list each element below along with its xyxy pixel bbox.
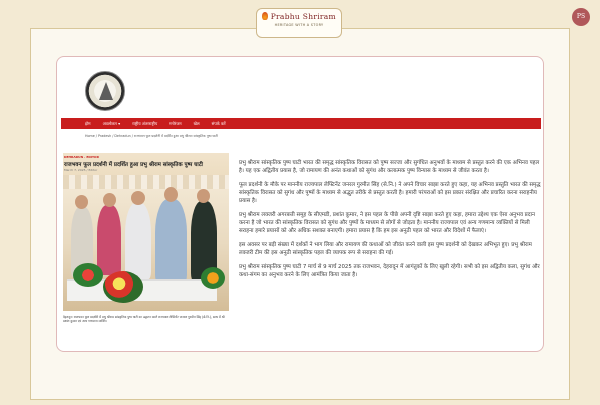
category-label: DEHRADUN · EDITOR [64,155,99,159]
breadcrumb[interactable]: Home / Pradesh / Dehradun / राजभवन फूल प्रदर्शनी में प्रदर्शित हुआ प्रभु श्रीराम सांस्कृतिक पुष्प घाटी [85,134,218,138]
nav-item-contact[interactable]: संपर्क करें [211,120,226,126]
article-paragraph: इस अवसर पर बड़ी संख्या में दर्शकों ने भाग लिया और रामायण की कथाओं को जीवंत करने वाली इस पुष्प प्रदर्शनी को देखकर अभिभूत हुए। प्रभु श्रीराम लक्जरी टीम की इस अनूठी सांस्कृतिक पहल की व्यापक रूप से सराहना की गई। [239,241,532,256]
brand-logo[interactable] [256,8,342,38]
main-nav [61,118,541,129]
nav-item-national[interactable]: राष्ट्रीय अंतरराष्ट्रीय [132,120,158,126]
article-paragraph: प्रभु श्रीराम सांस्कृतिक पुष्प घाटी 7 मार्च से 9 मार्च 2025 तक राजभवन, देहरादून में आगंतुकों के लिए खुली रहेगी। सभी को इस अद्वितीय कला, सुगंध और कथा-संगम का अनुभव करने के लिए आमंत्रित किया जाता है। [239,263,540,278]
photo-caption: देहरादून: राजभवन फूल प्रदर्शनी में प्रभु श्रीराम सांस्कृतिक पुष्प घाटी का उद्घाटन करते राज्यपाल लेफ्टिनेंट जनरल गुरमीत सिंह (से.नि.), साथ में श्री प्रशांत कुमार एवं अन्य गणमान्य व्यक्ति। [63,315,225,324]
article-body [239,159,541,284]
flame-icon [262,12,268,20]
article-paragraph: प्रभु श्रीराम लक्जरी अगरबत्ती समूह के सीएमडी, प्रशांत कुमार, ने इस पहल के पीछे अपनी दृष्टि साझा करते हुए कहा, हमारा उद्देश्य एक ऐसा अनुभव प्रदान करना है जो भारत की सांस्कृतिक विरासत को सुगंध और पुष्पों के माध्यम से लोगों से जोड़ता है। माननीय राज्यपाल एवं अन्य गणमान्य व्यक्तियों से मिली सराहना हमारे प्रयासों को और अधिक सशक्त बनाएगी। हमारा प्रयास है कि हम इस अनूठी पहल को भारत और विदेशों में फैलाएं। [239,211,535,235]
article-paragraph: फूल प्रदर्शनी के मौके पर माननीय राज्यपाल लेफ्टिनेंट जनरल गुरमीत सिंह (से.नि.) ने अपने विचार साझा करते हुए कहा, यह अभिनव प्रस्तुति भारत की समृद्ध सांस्कृतिक विरासत को सुगंध और पुष्पों के माध्यम से अद्भुत तरीके से प्रस्तुत करती है। हमारी परंपराओं को इस प्रकार संरक्षित और प्रचारित करना सराहनीय प्रयास है। [239,181,541,205]
college-emblem-icon[interactable] [85,71,125,111]
nav-item-sports[interactable]: खेल [193,120,200,126]
news-photo[interactable] [63,153,229,311]
news-card [56,56,544,352]
brand-name: Prabhu Shriram [257,12,341,21]
brand-tagline: HERITAGE WITH A STORY [274,23,324,27]
nav-item-entertainment[interactable]: मनोरंजन [169,120,182,126]
nav-item-overview[interactable]: अवलोकन ▾ [102,120,121,126]
article-paragraph: प्रभु श्रीराम सांस्कृतिक पुष्प घाटी भारत की समृद्ध सांस्कृतिक विरासत को पुष्प सज्जा और सुगंधित अनुभवों के माध्यम से प्रस्तुत करने की एक अभिनव पहल है। यह एक अद्वितीय प्रयास है, जो रामायण की अनंत कथाओं को सुगंध और कलात्मक पुष्प विन्यास के माध्यम से जीवंत करता है। [239,160,540,175]
news-headline: राजभवन फूल प्रदर्शनी में प्रदर्शित हुआ प्रभु श्रीराम सांस्कृतिक पुष्प घाटी [64,162,203,168]
event-photo [63,175,229,311]
news-date: March 7, 2025 / Editor [64,168,98,172]
nav-item-home[interactable]: होम [85,120,91,126]
corner-badge-icon[interactable]: PS [572,8,590,26]
